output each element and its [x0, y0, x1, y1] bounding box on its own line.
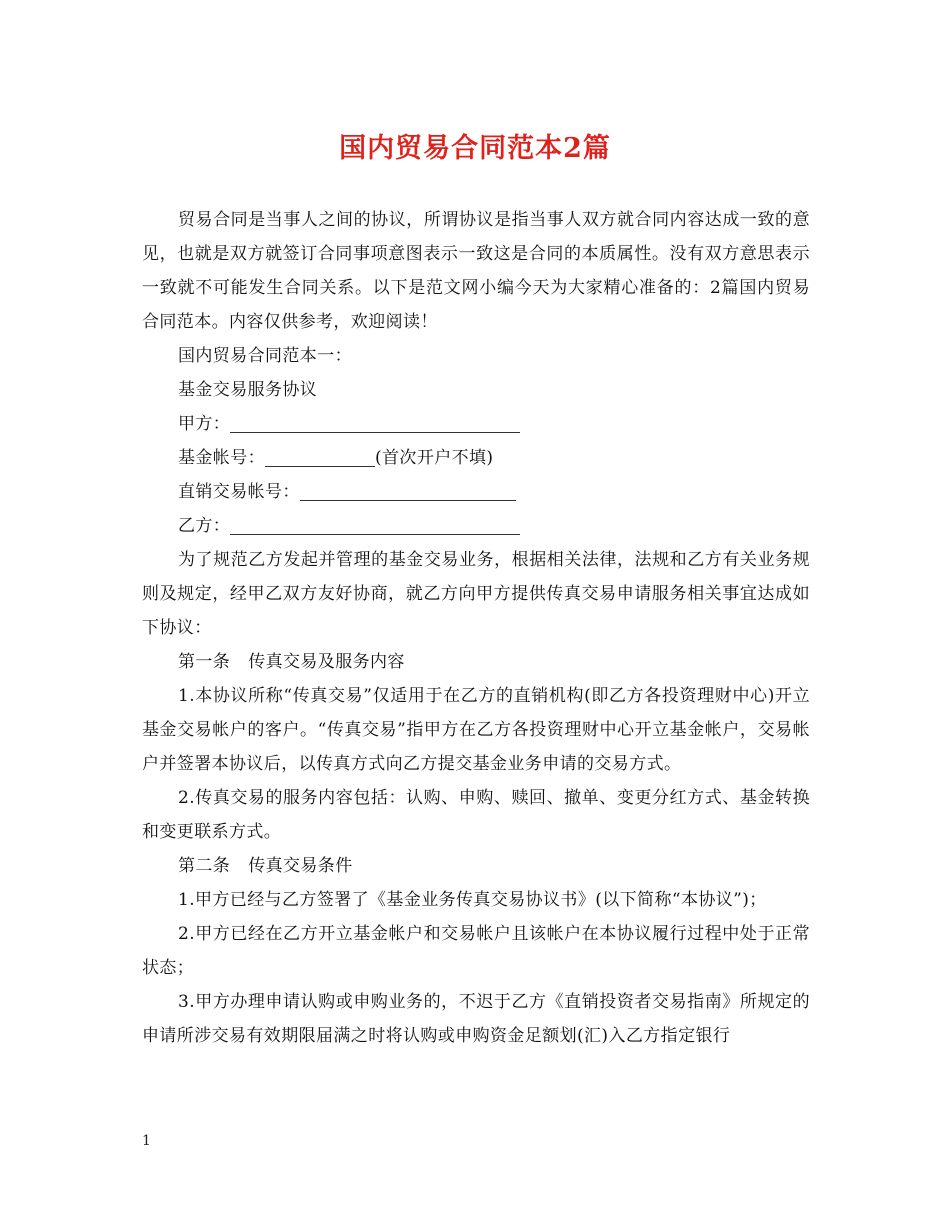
article-1-number: 第一条: [178, 652, 231, 672]
page-number: 1: [142, 1133, 151, 1149]
party-a-field: [142, 407, 810, 441]
section-heading: 国内贸易合同范本一：: [178, 346, 352, 366]
party-a-blank-line: [230, 412, 520, 433]
article-1-title: 传真交易及服务内容: [248, 652, 405, 672]
article-2-heading: [142, 849, 810, 883]
party-b-field: [142, 509, 810, 543]
article-2-item-1: 1.甲方已经与乙方签署了《基金业务传真交易协议书》(以下简称“本协议”)；: [178, 890, 767, 910]
direct-account-label: 直销交易帐号：: [178, 482, 300, 502]
fund-account-blank-line: [265, 446, 375, 467]
agreement-title: 基金交易服务协议: [178, 380, 318, 400]
article-1-item-1: 1.本协议所称“传真交易”仅适用于在乙方的直销机构(即乙方各投资理财中心)开立基金交易帐户的客户。“传真交易”指甲方在乙方各投资理财中心开立基金帐户，交易帐户并签署本协议后，以传真方式向乙方提交基金业务申请的交易方式。: [142, 686, 810, 774]
document-title: 国内贸易合同范本2篇: [339, 133, 611, 164]
party-a-label: 甲方：: [178, 414, 231, 434]
direct-account-blank-line: [300, 480, 516, 501]
direct-account-field: [142, 475, 810, 509]
article-2-title: 传真交易条件: [248, 856, 353, 876]
fund-account-note: (首次开户不填): [375, 448, 494, 468]
fund-account-field: [142, 441, 810, 475]
party-b-label: 乙方：: [178, 516, 231, 536]
fund-account-label: 基金帐号：: [178, 448, 265, 468]
article-2-item-2: 2.甲方已经在乙方开立基金帐户和交易帐户且该帐户在本协议履行过程中处于正常状态；: [142, 924, 810, 978]
document-body: [142, 203, 810, 1053]
intro-paragraph: 贸易合同是当事人之间的协议，所谓协议是指当事人双方就合同内容达成一致的意见，也就是双方就签订合同事项意图表示一致这是合同的本质属性。没有双方意思表示一致就不可能发生合同关系。以下是范文网小编今天为大家精心准备的：2篇国内贸易合同范本。内容仅供参考，欢迎阅读！: [142, 210, 810, 332]
article-1-item-2: 2.传真交易的服务内容包括：认购、申购、赎回、撤单、变更分红方式、基金转换和变更联系方式。: [142, 788, 810, 842]
article-1-heading: [142, 645, 810, 679]
article-2-item-3: 3.甲方办理申请认购或申购业务的，不迟于乙方《直销投资者交易指南》所规定的申请所涉交易有效期限届满之时将认购或申购资金足额划(汇)入乙方指定银行: [142, 992, 810, 1046]
party-b-blank-line: [230, 514, 520, 535]
preamble-paragraph: 为了规范乙方发起并管理的基金交易业务，根据相关法律，法规和乙方有关业务规则及规定，经甲乙双方友好协商，就乙方向甲方提供传真交易申请服务相关事宜达成如下协议：: [142, 550, 810, 638]
article-2-number: 第二条: [178, 856, 231, 876]
